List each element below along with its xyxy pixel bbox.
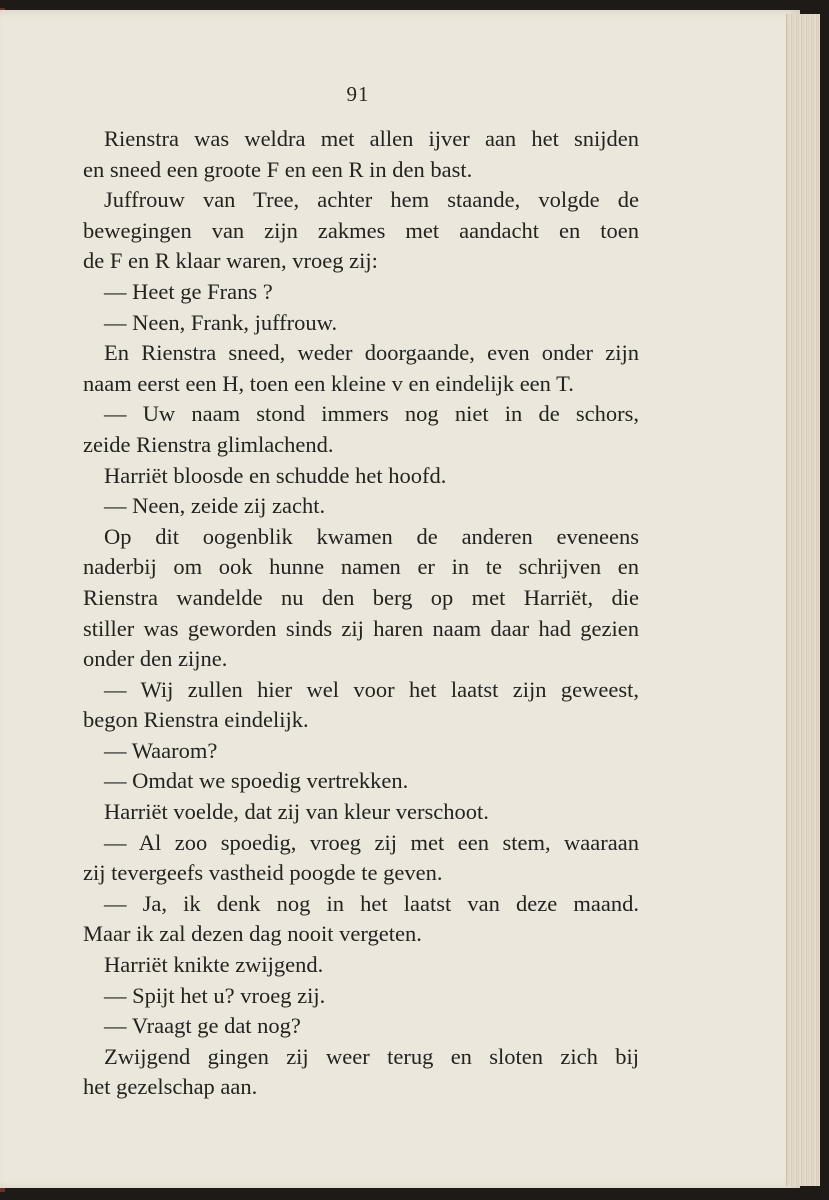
text-line: zeide Rienstra glimlachend. bbox=[83, 431, 334, 457]
text-line: stiller was geworden sinds zij haren naam daar had gezien bbox=[83, 615, 639, 641]
paragraph bbox=[83, 828, 639, 889]
text-line: onder den zijne. bbox=[83, 646, 228, 672]
text-line: Harriët voelde, dat zij van kleur verschoot. bbox=[104, 799, 489, 825]
paragraph bbox=[83, 522, 639, 675]
body-text bbox=[83, 124, 639, 1103]
paragraph bbox=[83, 124, 639, 185]
paragraph bbox=[83, 185, 639, 277]
paragraph bbox=[83, 1042, 639, 1103]
text-line: zij tevergeefs vastheid poogde te geven. bbox=[83, 860, 443, 886]
paragraph bbox=[83, 797, 639, 828]
paragraph bbox=[83, 981, 639, 1012]
paragraph bbox=[83, 277, 639, 308]
text-line: de F en R klaar waren, vroeg zij: bbox=[83, 248, 378, 274]
text-line: Juffrouw van Tree, achter hem staande, volgde de bbox=[104, 187, 639, 213]
text-line: naderbij om ook hunne namen er in te schrijven en bbox=[83, 554, 639, 580]
text-line: — Ja, ik denk nog in het laatst van deze maand. bbox=[104, 890, 639, 916]
paragraph bbox=[83, 1011, 639, 1042]
text-line: — Vraagt ge dat nog? bbox=[104, 1013, 301, 1039]
paragraph bbox=[83, 675, 639, 736]
text-line: Harriët knikte zwijgend. bbox=[104, 952, 324, 978]
text-line: En Rienstra sneed, weder doorgaande, even onder zijn bbox=[104, 340, 639, 366]
text-line: Harriët bloosde en schudde het hoofd. bbox=[104, 462, 447, 488]
text-line: — Waarom? bbox=[104, 737, 218, 763]
text-line: Rienstra wandelde nu den berg op met Harriët, die bbox=[83, 584, 639, 610]
text-line: — Wij zullen hier wel voor het laatst zijn geweest, bbox=[104, 676, 639, 702]
text-line: bewegingen van zijn zakmes met aandacht en toen bbox=[83, 217, 639, 243]
paragraph bbox=[83, 736, 639, 767]
paragraph bbox=[83, 308, 639, 339]
paragraph bbox=[83, 889, 639, 950]
paragraph bbox=[83, 338, 639, 399]
text-line: — Spijt het u? vroeg zij. bbox=[104, 982, 326, 1008]
text-line: — Heet ge Frans ? bbox=[104, 278, 273, 304]
paragraph bbox=[83, 766, 639, 797]
paragraph bbox=[83, 950, 639, 981]
page-fore-edge bbox=[786, 14, 820, 1186]
text-line: — Neen, Frank, juffrouw. bbox=[104, 309, 338, 335]
text-line: het gezelschap aan. bbox=[83, 1074, 258, 1100]
paragraph bbox=[83, 461, 639, 492]
paragraph bbox=[83, 491, 639, 522]
paragraph bbox=[83, 399, 639, 460]
text-line: Maar ik zal dezen dag nooit vergeten. bbox=[83, 921, 422, 947]
text-line: Zwijgend gingen zij weer terug en sloten zich bij bbox=[104, 1043, 639, 1069]
page-number: 91 bbox=[346, 82, 370, 106]
text-line: — Al zoo spoedig, vroeg zij met een stem, waaraan bbox=[104, 829, 639, 855]
text-line: en sneed een groote F en een R in den bast. bbox=[83, 156, 473, 182]
text-line: naam eerst een H, toen een kleine v en eindelijk een T. bbox=[83, 370, 574, 396]
text-line: Rienstra was weldra met allen ijver aan het snijden bbox=[104, 126, 639, 151]
text-line: begon Rienstra eindelijk. bbox=[83, 707, 309, 733]
text-line: — Omdat we spoedig vertrekken. bbox=[104, 768, 409, 794]
text-line: — Neen, zeide zij zacht. bbox=[104, 493, 326, 519]
text-line: — Uw naam stond immers nog niet in de schors, bbox=[104, 401, 639, 427]
text-line: Op dit oogenblik kwamen de anderen eveneens bbox=[104, 523, 639, 549]
